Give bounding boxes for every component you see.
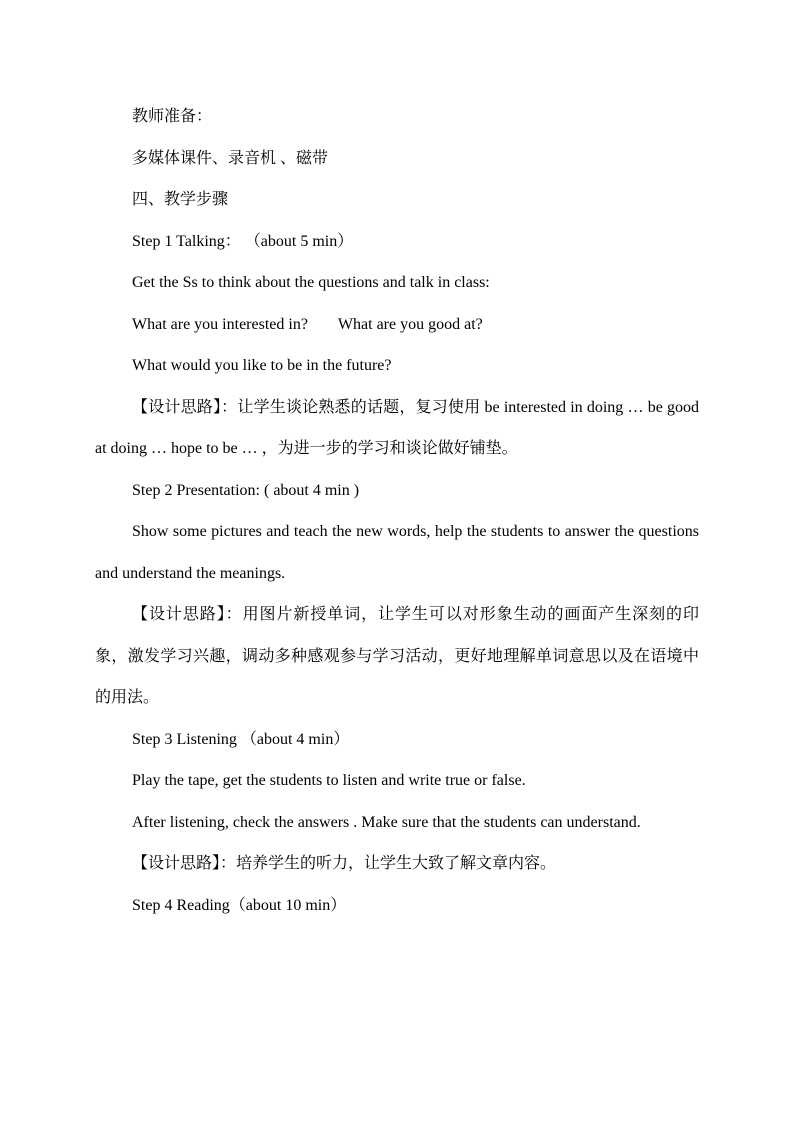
step1-question-2: What are you good at? <box>337 315 483 333</box>
step3-design-note: 【设计思路】：培养学生的听力，让学生大致了解文章内容。 <box>132 855 557 872</box>
step2-instruction: Show some pictures and teach the new words, help the students to answer the questions and understand the meanings. <box>95 523 699 582</box>
materials-line: 多媒体课件、录音机 、磁带 <box>132 149 329 167</box>
step1-questions-line <box>95 304 699 346</box>
document-page <box>95 96 699 926</box>
step1-design-note: 【设计思路】：让学生谈论熟悉的话题，复习使用 be interested in doing … be good at doing … hope to be … ，为进一步的学习和谈论做好铺垫。 <box>95 398 699 457</box>
step1-question-3: What would you like to be in the future? <box>132 357 392 374</box>
step3-instruction-1: Play the tape, get the students to listen and write true or false. <box>132 772 526 789</box>
step4-title: Step 4 Reading（about 10 min） <box>132 896 347 914</box>
section-title: 四、教学步骤 <box>132 191 229 208</box>
step1-title: Step 1 Talking： （about 5 min） <box>132 232 354 250</box>
teacher-prep-heading: 教师准备： <box>132 108 213 125</box>
step3-instruction-2: After listening, check the answers . Make sure that the students can understand. <box>132 813 641 831</box>
step2-design-note: 【设计思路】：用图片新授单词，让学生可以对形象生动的画面产生深刻的印象，激发学习兴趣，调动多种感观参与学习活动，更好地理解单词意思以及在语境中的用法。 <box>95 606 699 706</box>
step1-question-1: What are you interested in? <box>132 315 308 333</box>
step1-instruction: Get the Ss to think about the questions and talk in class: <box>132 274 490 291</box>
step3-title: Step 3 Listening （about 4 min） <box>132 730 350 748</box>
step2-title: Step 2 Presentation: ( about 4 min ) <box>132 481 360 499</box>
